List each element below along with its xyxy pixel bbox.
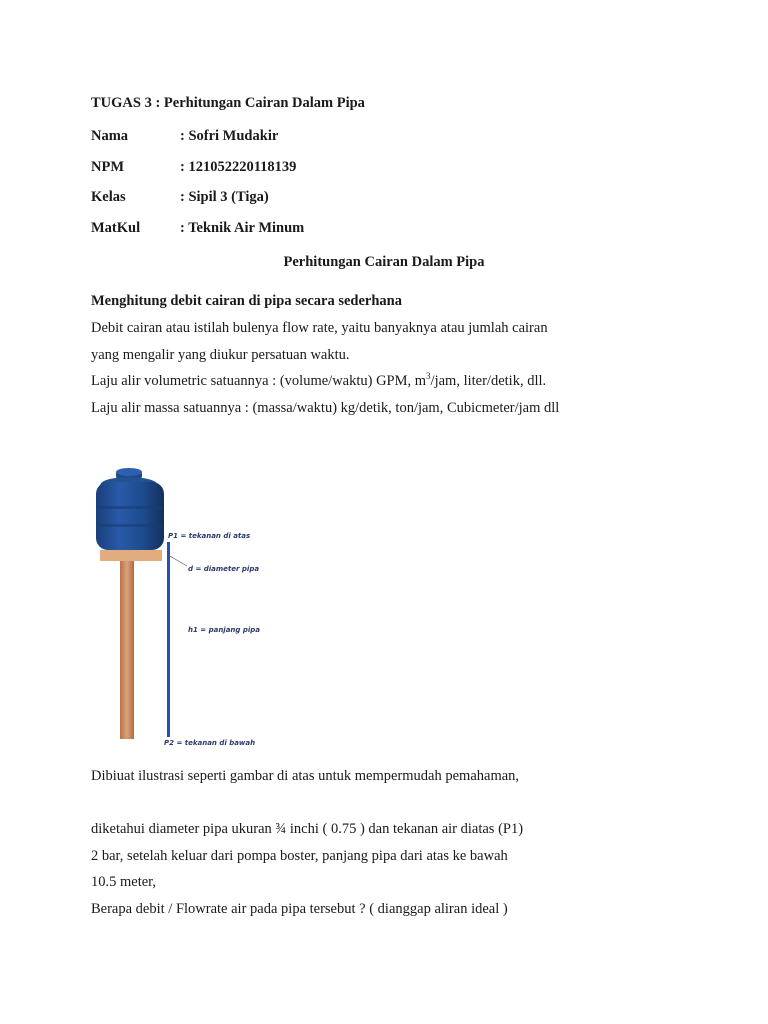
subheading: Menghitung debit cairan di pipa secara sederhana bbox=[91, 293, 402, 309]
paragraph-line: yang mengalir yang diukur persatuan waktu. bbox=[91, 347, 350, 363]
tank-stand bbox=[100, 550, 162, 561]
p2-label: P2 = tekanan di bawah bbox=[164, 739, 256, 747]
assignment-title: TUGAS 3 : Perhitungan Cairan Dalam Pipa bbox=[91, 95, 365, 111]
tank-pipe-illustration bbox=[88, 462, 288, 752]
name-value: : Sofri Mudakir bbox=[180, 128, 279, 144]
pipe-length-label: h1 = panjang pipa bbox=[188, 626, 261, 634]
paragraph-line: Debit cairan atau istilah bulenya flow rate, yaitu banyaknya atau jumlah cairan bbox=[91, 320, 548, 336]
section-title: Perhitungan Cairan Dalam Pipa bbox=[283, 254, 485, 270]
npm-label: NPM bbox=[91, 159, 125, 175]
course-label: MatKul bbox=[91, 220, 141, 236]
paragraph-line: Laju alir volumetric satuannya : (volume/waktu) GPM, $m^3$/jam, liter/detik, dll. bbox=[91, 371, 547, 389]
figure-caption: Dibiuat ilustrasi seperti gambar di atas untuk mempermudah pemahaman, bbox=[91, 768, 520, 784]
paragraph-line: Laju alir massa satuannya : (massa/waktu) kg/detik, ton/jam, Cubicmeter/jam dll bbox=[91, 400, 560, 416]
question-line: 10.5 meter, bbox=[91, 874, 157, 890]
question-line: 2 bar, setelah keluar dari pompa boster, panjang pipa dari atas ke bawah bbox=[91, 848, 508, 864]
diameter-leader-line bbox=[168, 555, 187, 566]
question-line: diketahui diameter pipa ukuran ¾ inchi ( 0.75 ) dan tekanan air diatas (P1) bbox=[91, 821, 524, 837]
diameter-label: d = diameter pipa bbox=[188, 565, 260, 573]
pipe-length-line bbox=[167, 542, 170, 737]
question-line: Berapa debit / Flowrate air pada pipa tersebut ? ( dianggap aliran ideal ) bbox=[91, 901, 508, 917]
name-label: Nama bbox=[91, 128, 129, 144]
vertical-pipe bbox=[120, 561, 134, 739]
npm-value: : 121052220118139 bbox=[180, 159, 297, 175]
class-value: : Sipil 3 (Tiga) bbox=[180, 189, 269, 205]
class-label: Kelas bbox=[91, 189, 126, 205]
course-value: : Teknik Air Minum bbox=[180, 220, 305, 236]
p1-label: P1 = tekanan di atas bbox=[168, 532, 251, 540]
water-tank bbox=[96, 468, 164, 550]
